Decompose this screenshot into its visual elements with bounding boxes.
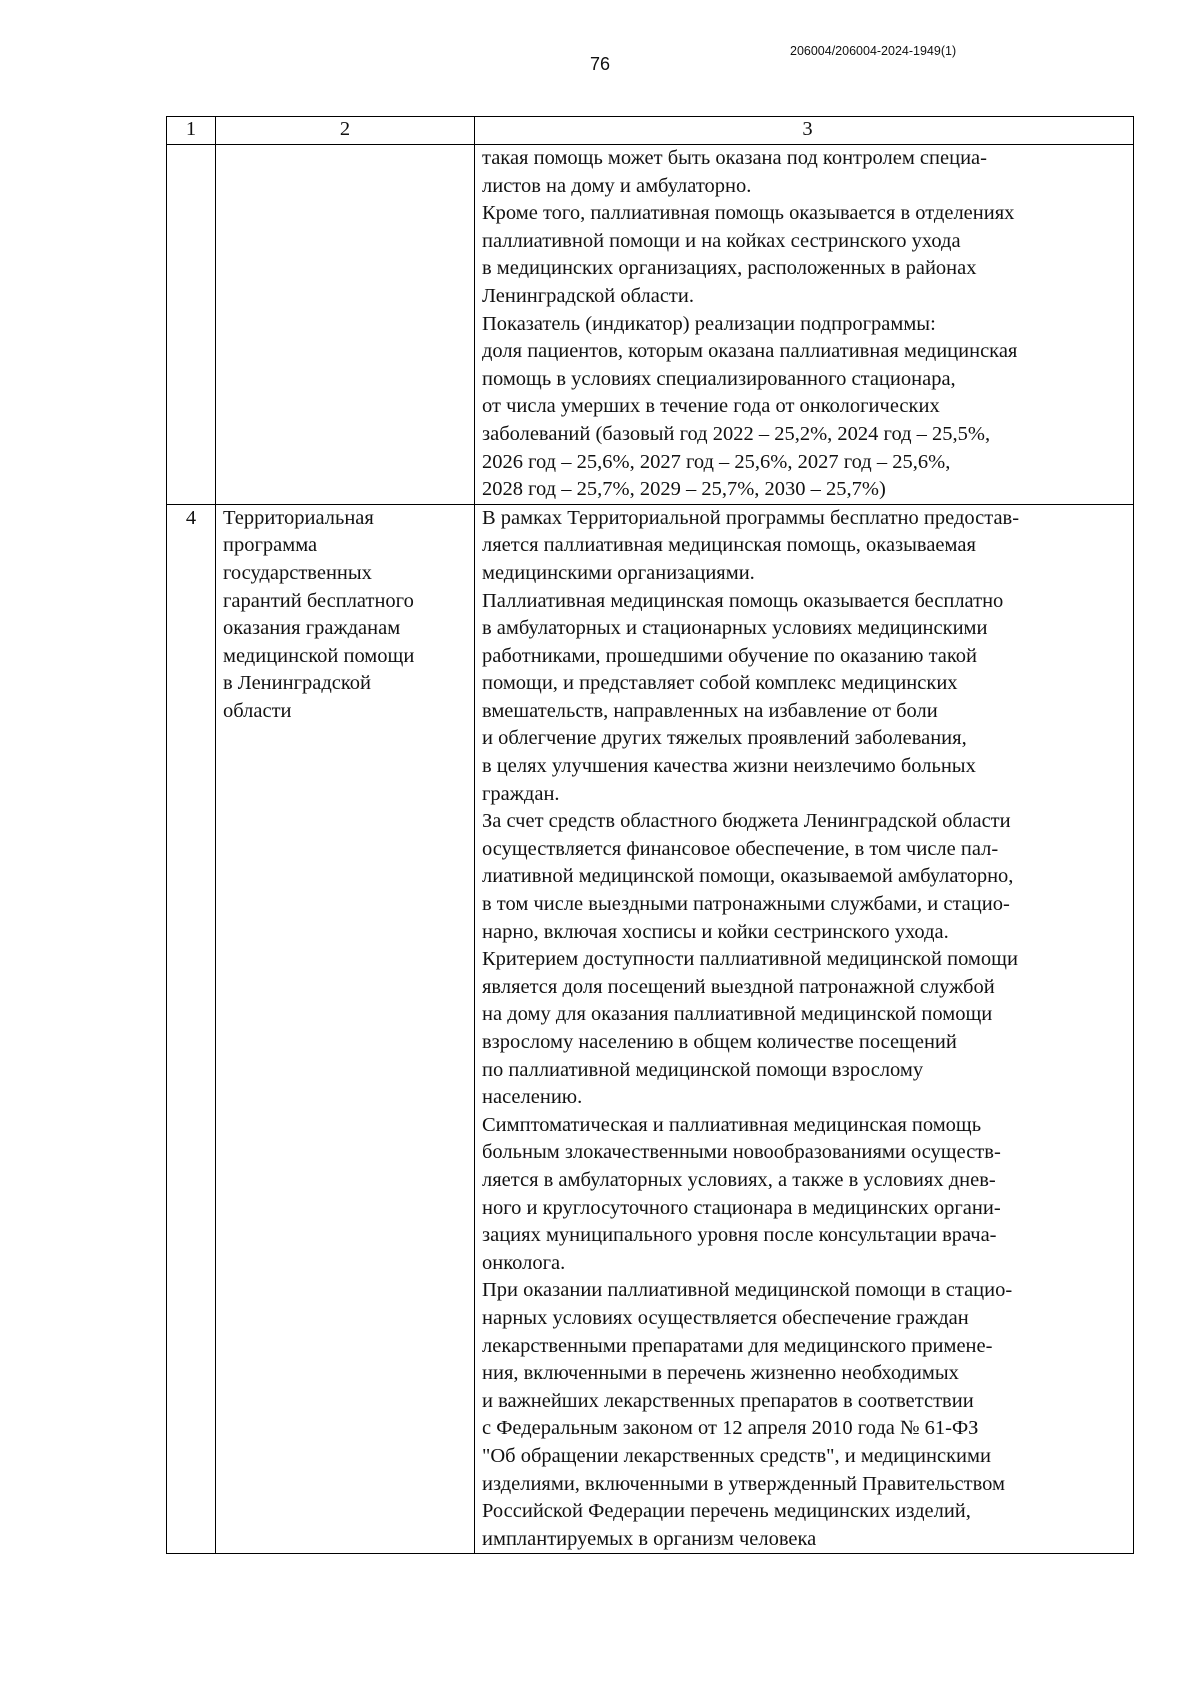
text-line: от числа умерших в течение года от онкологических (482, 395, 940, 418)
text-line: нарно, включая хосписы и койки сестринского ухода. (482, 920, 949, 943)
text-line: зациях муниципального уровня после консультации врача- (482, 1224, 997, 1247)
text-line: В рамках Территориальной программы бесплатно предостав- (482, 506, 1020, 529)
text-line: граждан. (482, 782, 560, 805)
text-line: онколога. (482, 1251, 566, 1274)
text-line: ния, включенными в перечень жизненно необходимых (482, 1362, 959, 1385)
page-number: 76 (589, 54, 611, 74)
text-line: паллиативной помощи и на койках сестринского ухода (482, 229, 961, 252)
document-table (166, 116, 1134, 1554)
text-line: по паллиативной медицинской помощи взрослому (482, 1058, 924, 1081)
text-line: в целях улучшения качества жизни неизлечимо больных (482, 755, 976, 778)
text-line: 2026 год – 25,6%, 2027 год – 25,6%, 2027 год – 25,6%, (482, 450, 951, 473)
text-line: доля пациентов, которым оказана паллиативная медицинская (482, 340, 1018, 363)
text-line: Российской Федерации перечень медицинских изделий, (482, 1500, 971, 1523)
text-line: в Ленинградской (223, 672, 372, 695)
text-line: на дому для оказания паллиативной медицинской помощи (482, 1003, 993, 1026)
text-line: такая помощь может быть оказана под контролем специа- (482, 147, 987, 169)
table-row (167, 504, 1134, 1554)
text-line: ляется паллиативная медицинская помощь, оказываемая (482, 534, 976, 557)
text-line: 2028 год – 25,7%, 2029 – 25,7%, 2030 – 25,7%) (482, 478, 886, 501)
text-line: больным злокачественными новообразованиями осуществ- (482, 1141, 1001, 1164)
text-line: изделиями, включенными в утвержденный Правительством (482, 1472, 1005, 1495)
text-line: области (223, 699, 292, 722)
text-line: осуществляется финансовое обеспечение, в том числе пал- (482, 837, 999, 860)
text-line: государственных (223, 561, 372, 584)
text-line: в амбулаторных и стационарных условиях медицинскими (482, 617, 988, 640)
row-description-cell (475, 504, 1134, 1554)
text-line: При оказании паллиативной медицинской помощи в стацио- (482, 1279, 1013, 1302)
text-line: населению. (482, 1086, 583, 1109)
text-line: медицинскими организациями. (482, 561, 755, 584)
text-line: нарных условиях осуществляется обеспечение граждан (482, 1306, 969, 1329)
document-id: 206004/206004-2024-1949(1) (790, 44, 957, 58)
text-line: и важнейших лекарственных препаратов в соответствии (482, 1389, 974, 1412)
text-line: лекарственными препаратами для медицинского примене- (482, 1334, 993, 1357)
text-line: программа (223, 534, 318, 557)
text-line: помощь в условиях специализированного стационара, (482, 367, 956, 390)
text-line: медицинской помощи (223, 644, 415, 667)
row-title-cell (216, 504, 475, 1554)
row-number-cell (167, 145, 216, 505)
text-line: Ленинградской области. (482, 284, 694, 307)
text-line: Паллиативная медицинская помощь оказывается бесплатно (482, 589, 1004, 612)
row-number-cell: 4 (167, 504, 216, 1554)
text-line: с Федеральным законом от 12 апреля 2010 года № 61-ФЗ (482, 1417, 979, 1440)
text-line: гарантий бесплатного (223, 589, 414, 612)
text-line: Показатель (индикатор) реализации подпрограммы: (482, 312, 936, 335)
text-line: работниками, прошедшими обучение по оказанию такой (482, 644, 978, 667)
text-line: За счет средств областного бюджета Ленинградской области (482, 810, 1011, 833)
text-line: листов на дому и амбулаторно. (482, 174, 752, 197)
text-line: "Об обращении лекарственных средств", и медицинскими (482, 1444, 991, 1467)
text-line: взрослому населению в общем количестве посещений (482, 1031, 957, 1053)
text-line: лиативной медицинской помощи, оказываемой амбулаторно, (482, 865, 1014, 888)
text-line: оказания гражданам (223, 617, 401, 640)
text-line: Симптоматическая и паллиативная медицинская помощь (482, 1113, 982, 1136)
text-line: Критерием доступности паллиативной медицинской помощи (482, 948, 1018, 971)
text-line: помощи, и представляет собой комплекс медицинских (482, 672, 958, 695)
text-line: заболеваний (базовый год 2022 – 25,2%, 2024 год – 25,5%, (482, 422, 991, 445)
text-line: ного и круглосуточного стационара в медицинских органи- (482, 1196, 1001, 1219)
column-header-2: 2 (216, 117, 475, 145)
text-line: в медицинских организациях, расположенных в районах (482, 257, 977, 280)
text-line: и облегчение других тяжелых проявлений заболевания, (482, 727, 967, 750)
text-line: Кроме того, паллиативная помощь оказывается в отделениях (482, 202, 1015, 225)
text-line: вмешательств, направленных на избавление от боли (482, 699, 938, 722)
table-row (167, 145, 1134, 505)
table-header-row (167, 117, 1134, 145)
text-line: имплантируемых в организм человека (482, 1527, 817, 1550)
text-line: является доля посещений выездной патронажной службой (482, 975, 995, 998)
row-title-cell (216, 145, 475, 505)
column-header-3: 3 (475, 117, 1134, 145)
text-line: в том числе выездными патронажными службами, и стацио- (482, 893, 1010, 916)
row-description-cell (475, 145, 1134, 505)
column-header-1: 1 (167, 117, 216, 145)
text-line: Территориальная (223, 506, 374, 529)
text-line: ляется в амбулаторных условиях, а также в условиях днев- (482, 1168, 996, 1191)
